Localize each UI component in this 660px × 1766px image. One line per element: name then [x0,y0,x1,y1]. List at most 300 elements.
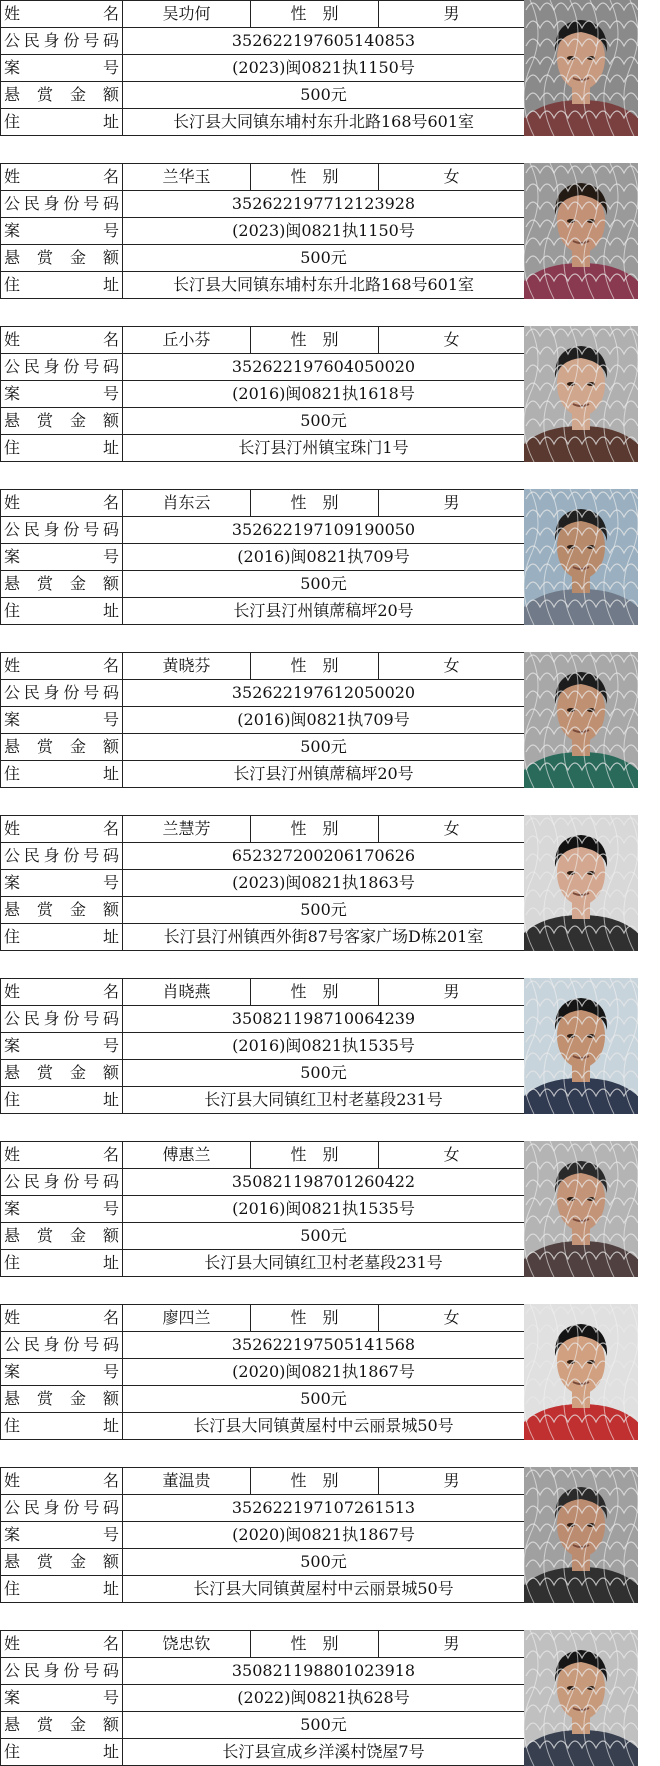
reward-label [1,734,123,761]
reward-label-char: 额 [102,1389,119,1408]
reward-label-char: 悬 [4,411,21,430]
address-value: 长汀县汀州镇西外街87号客家广场D栋201室 [123,924,525,951]
id-number-label [1,680,123,707]
id-number-label-char: 民 [23,1335,40,1354]
name-value: 廖四兰 [123,1305,251,1332]
id-number-value: 350821198701260422 [123,1169,525,1196]
id-number-label-char: 民 [23,1009,40,1028]
id-number-label-char: 号 [83,1335,100,1354]
case-number-label-char: 号 [102,1199,119,1218]
case-number-label [1,218,123,245]
gender-label [251,490,379,517]
name-label [1,490,123,517]
id-number-label-char: 份 [63,1172,80,1191]
reward-label-char: 额 [102,574,119,593]
reward-value: 500元 [123,734,525,761]
portrait-image [524,489,638,625]
reward-label-char: 金 [69,1389,86,1408]
name-label-char: 名 [102,4,119,23]
id-number-label [1,28,123,55]
reward-value: 500元 [123,408,525,435]
reward-label-char: 悬 [4,1063,21,1082]
reward-label [1,897,123,924]
name-label [1,816,123,843]
case-number-label-char: 案 [4,710,21,729]
record-table [0,1630,525,1766]
reward-label-char: 金 [69,85,86,104]
id-number-label-char: 身 [43,194,60,213]
address-label [1,435,123,462]
case-number-label-char: 案 [4,547,21,566]
name-label-char: 姓 [4,4,21,23]
address-label-char: 址 [102,112,119,131]
reward-label-char: 赏 [36,1389,53,1408]
portrait-photo [524,1304,638,1440]
name-label-char: 姓 [4,819,21,838]
gender-value: 女 [379,1305,525,1332]
case-number-label-char: 号 [102,221,119,240]
address-value: 长汀县汀州镇蓆稿坪20号 [123,598,525,625]
gender-value: 男 [379,1468,525,1495]
name-value: 饶忠钦 [123,1631,251,1658]
gender-label-text: 性 别 [290,1471,339,1490]
case-number-value: (2023)闽0821执1150号 [123,55,525,82]
reward-label-char: 金 [69,1715,86,1734]
id-number-label-char: 份 [63,846,80,865]
gender-value: 男 [379,1631,525,1658]
id-number-label-char: 身 [43,683,60,702]
id-number-label [1,354,123,381]
address-value: 长汀县大同镇东埔村东升北路168号601室 [123,272,525,299]
id-number-value: 652327200206170626 [123,843,525,870]
id-number-value: 352622197712123928 [123,191,525,218]
id-number-label-char: 身 [43,1009,60,1028]
record-card [0,652,660,788]
reward-label [1,82,123,109]
address-label [1,761,123,788]
address-value: 长汀县大同镇红卫村老墓段231号 [123,1087,525,1114]
record-card [0,0,660,136]
name-label-char: 姓 [4,1145,21,1164]
record-card [0,1630,660,1766]
reward-label-char: 赏 [36,411,53,430]
id-number-label-char: 号 [83,1009,100,1028]
address-value: 长汀县大同镇东埔村东升北路168号601室 [123,109,525,136]
gender-label [251,1468,379,1495]
name-label-char: 名 [102,1471,119,1490]
portrait-image [524,1467,638,1603]
address-label [1,1576,123,1603]
id-number-label-char: 码 [102,1661,119,1680]
address-label-char: 住 [4,764,21,783]
record-card [0,326,660,462]
address-label [1,924,123,951]
case-number-label [1,55,123,82]
address-label-char: 址 [102,927,119,946]
reward-label-char: 金 [69,411,86,430]
name-label-char: 名 [102,1145,119,1164]
case-number-label [1,381,123,408]
record-table [0,326,525,462]
id-number-label-char: 码 [102,1009,119,1028]
record-table [0,1467,525,1603]
gender-label [251,327,379,354]
id-number-label-char: 码 [102,194,119,213]
id-number-label-char: 份 [63,1661,80,1680]
case-number-value: (2016)闽0821执1618号 [123,381,525,408]
name-label-char: 名 [102,493,119,512]
case-number-label-char: 号 [102,1036,119,1055]
reward-label-char: 赏 [36,900,53,919]
name-label-char: 名 [102,982,119,1001]
gender-value: 女 [379,164,525,191]
gender-label-text: 性 别 [290,167,339,186]
id-number-label-char: 身 [43,357,60,376]
id-number-label-char: 身 [43,1661,60,1680]
reward-label-char: 悬 [4,737,21,756]
id-number-label-char: 民 [23,1498,40,1517]
id-number-label-char: 份 [63,1335,80,1354]
case-number-label [1,1196,123,1223]
id-number-label-char: 份 [63,194,80,213]
case-number-label [1,1685,123,1712]
reward-label-char: 悬 [4,900,21,919]
id-number-label [1,1169,123,1196]
gender-value: 男 [379,1,525,28]
id-number-value: 352622197612050020 [123,680,525,707]
gender-value: 女 [379,653,525,680]
id-number-label-char: 民 [23,520,40,539]
name-value: 肖晓燕 [123,979,251,1006]
name-label-char: 姓 [4,493,21,512]
gender-label-text: 性 别 [290,1308,339,1327]
reward-label-char: 赏 [36,1063,53,1082]
name-label-char: 姓 [4,1308,21,1327]
address-label-char: 址 [102,1416,119,1435]
name-label-char: 姓 [4,656,21,675]
gender-label [251,653,379,680]
case-number-value: (2016)闽0821执1535号 [123,1196,525,1223]
id-number-label-char: 号 [83,31,100,50]
id-number-label-char: 份 [63,1009,80,1028]
address-label [1,272,123,299]
portrait-image [524,652,638,788]
reward-value: 500元 [123,1223,525,1250]
case-number-value: (2022)闽0821执628号 [123,1685,525,1712]
id-number-label-char: 码 [102,357,119,376]
name-label [1,1,123,28]
name-label [1,1468,123,1495]
address-value: 长汀县汀州镇蓆稿坪20号 [123,761,525,788]
address-label-char: 住 [4,438,21,457]
id-number-label-char: 民 [23,194,40,213]
reward-label-char: 赏 [36,1226,53,1245]
name-value: 兰华玉 [123,164,251,191]
reward-label-char: 额 [102,737,119,756]
id-number-label-char: 民 [23,1661,40,1680]
address-label-char: 住 [4,1090,21,1109]
gender-label [251,1305,379,1332]
reward-label-char: 金 [69,1552,86,1571]
reward-value: 500元 [123,1712,525,1739]
case-number-label-char: 号 [102,710,119,729]
reward-value: 500元 [123,245,525,272]
reward-label [1,1712,123,1739]
case-number-label-char: 号 [102,1525,119,1544]
address-value: 长汀县宣成乡洋溪村饶屋7号 [123,1739,525,1766]
case-number-label [1,1359,123,1386]
case-number-value: (2020)闽0821执1867号 [123,1359,525,1386]
id-number-label-char: 码 [102,1498,119,1517]
address-value: 长汀县大同镇黄屋村中云丽景城50号 [123,1576,525,1603]
reward-value: 500元 [123,1549,525,1576]
name-value: 吴功何 [123,1,251,28]
case-number-value: (2020)闽0821执1867号 [123,1522,525,1549]
id-number-label-char: 身 [43,1172,60,1191]
case-number-value: (2016)闽0821执1535号 [123,1033,525,1060]
portrait-photo [524,0,638,136]
case-number-label-char: 案 [4,384,21,403]
reward-label-char: 赏 [36,85,53,104]
id-number-label-char: 份 [63,520,80,539]
record-card [0,163,660,299]
gender-value: 女 [379,816,525,843]
reward-label-char: 悬 [4,1226,21,1245]
case-number-value: (2016)闽0821执709号 [123,544,525,571]
reward-label [1,1549,123,1576]
id-number-value: 352622197109190050 [123,517,525,544]
id-number-label-char: 份 [63,31,80,50]
record-card [0,1304,660,1440]
reward-label-char: 额 [102,248,119,267]
id-number-label-char: 民 [23,683,40,702]
id-number-label-char: 公 [4,683,21,702]
id-number-label-char: 公 [4,1498,21,1517]
gender-value: 男 [379,979,525,1006]
record-table [0,815,525,951]
record-card [0,1467,660,1603]
case-number-label-char: 案 [4,1688,21,1707]
address-label-char: 址 [102,764,119,783]
case-number-label-char: 号 [102,1688,119,1707]
portrait-photo [524,1467,638,1603]
id-number-label-char: 民 [23,31,40,50]
id-number-label-char: 码 [102,683,119,702]
id-number-value: 350821198801023918 [123,1658,525,1685]
reward-label-char: 额 [102,85,119,104]
portrait-image [524,978,638,1114]
case-number-value: (2023)闽0821执1863号 [123,870,525,897]
id-number-label-char: 号 [83,194,100,213]
record-table [0,163,525,299]
reward-label-char: 金 [69,1063,86,1082]
name-label [1,979,123,1006]
reward-label-char: 赏 [36,1552,53,1571]
id-number-label-char: 公 [4,1335,21,1354]
portrait-photo [524,978,638,1114]
name-label-char: 姓 [4,1634,21,1653]
address-label-char: 住 [4,275,21,294]
id-number-label-char: 身 [43,1335,60,1354]
reward-label-char: 悬 [4,1552,21,1571]
name-value: 兰慧芳 [123,816,251,843]
reward-label-char: 额 [102,411,119,430]
id-number-value: 350821198710064239 [123,1006,525,1033]
name-label-char: 名 [102,1308,119,1327]
name-label [1,327,123,354]
name-value: 丘小芬 [123,327,251,354]
reward-label-char: 悬 [4,248,21,267]
reward-label-char: 金 [69,900,86,919]
reward-value: 500元 [123,1386,525,1413]
id-number-label-char: 公 [4,1009,21,1028]
case-number-label-char: 号 [102,58,119,77]
reward-label-char: 额 [102,1715,119,1734]
case-number-label-char: 案 [4,58,21,77]
gender-label [251,164,379,191]
record-table [0,1141,525,1277]
gender-label-text: 性 别 [290,819,339,838]
address-value: 长汀县大同镇红卫村老墓段231号 [123,1250,525,1277]
portrait-image [524,815,638,951]
id-number-label-char: 民 [23,357,40,376]
id-number-label-char: 身 [43,846,60,865]
id-number-label [1,1658,123,1685]
address-label-char: 住 [4,1253,21,1272]
address-label-char: 住 [4,1579,21,1598]
id-number-label-char: 号 [83,1498,100,1517]
address-label [1,1739,123,1766]
reward-label [1,245,123,272]
name-label-char: 名 [102,656,119,675]
address-label-char: 址 [102,1090,119,1109]
reward-label-char: 赏 [36,1715,53,1734]
record-card [0,1141,660,1277]
gender-label-text: 性 别 [290,1634,339,1653]
case-number-label [1,870,123,897]
name-label-char: 姓 [4,330,21,349]
gender-label [251,979,379,1006]
name-label-char: 姓 [4,167,21,186]
address-label [1,598,123,625]
portrait-image [524,1304,638,1440]
gender-value: 女 [379,327,525,354]
case-number-label-char: 号 [102,873,119,892]
gender-label [251,1142,379,1169]
id-number-label-char: 号 [83,520,100,539]
name-value: 黄晓芬 [123,653,251,680]
id-number-label-char: 号 [83,1661,100,1680]
reward-label [1,1060,123,1087]
id-number-label-char: 份 [63,1498,80,1517]
id-number-label-char: 码 [102,1172,119,1191]
record-table [0,652,525,788]
case-number-label-char: 案 [4,1199,21,1218]
name-label-char: 姓 [4,982,21,1001]
record-table [0,0,525,136]
name-label [1,164,123,191]
id-number-label-char: 公 [4,357,21,376]
portrait-photo [524,489,638,625]
id-number-label-char: 公 [4,1172,21,1191]
reward-label [1,1223,123,1250]
reward-value: 500元 [123,571,525,598]
case-number-label-char: 号 [102,384,119,403]
id-number-label [1,843,123,870]
gender-value: 男 [379,490,525,517]
address-label [1,109,123,136]
record-card [0,489,660,625]
id-number-label-char: 号 [83,683,100,702]
id-number-label-char: 身 [43,31,60,50]
name-label-char: 名 [102,819,119,838]
portrait-photo [524,326,638,462]
name-label-char: 名 [102,1634,119,1653]
gender-label [251,1,379,28]
portrait-photo [524,815,638,951]
record-card [0,978,660,1114]
reward-label [1,571,123,598]
name-label-char: 名 [102,330,119,349]
id-number-label-char: 民 [23,1172,40,1191]
reward-label-char: 额 [102,1063,119,1082]
gender-label-text: 性 别 [290,656,339,675]
id-number-label-char: 公 [4,194,21,213]
case-number-label-char: 号 [102,547,119,566]
reward-label-char: 赏 [36,737,53,756]
record-table [0,978,525,1114]
address-label [1,1413,123,1440]
reward-label-char: 金 [69,574,86,593]
gender-value: 女 [379,1142,525,1169]
record-table [0,1304,525,1440]
portrait-image [524,1141,638,1277]
id-number-label-char: 民 [23,846,40,865]
case-number-label-char: 号 [102,1362,119,1381]
id-number-label-char: 码 [102,520,119,539]
id-number-value: 352622197107261513 [123,1495,525,1522]
case-number-label-char: 案 [4,1036,21,1055]
id-number-label-char: 身 [43,520,60,539]
address-label-char: 址 [102,275,119,294]
name-value: 肖东云 [123,490,251,517]
gender-label-text: 性 别 [290,1145,339,1164]
name-value: 傅惠兰 [123,1142,251,1169]
address-value: 长汀县汀州镇宝珠门1号 [123,435,525,462]
reward-label-char: 金 [69,248,86,267]
portrait-photo [524,1630,638,1766]
case-number-label-char: 案 [4,1362,21,1381]
name-label [1,1305,123,1332]
address-label [1,1250,123,1277]
case-number-label-char: 案 [4,873,21,892]
record-table [0,489,525,625]
case-number-label-char: 案 [4,221,21,240]
case-number-label [1,1522,123,1549]
portrait-image [524,163,638,299]
address-label-char: 址 [102,1253,119,1272]
id-number-label-char: 号 [83,1172,100,1191]
gender-label-text: 性 别 [290,330,339,349]
reward-label-char: 额 [102,1226,119,1245]
id-number-label-char: 公 [4,1661,21,1680]
reward-label [1,408,123,435]
id-number-value: 352622197505141568 [123,1332,525,1359]
case-number-label [1,544,123,571]
address-label-char: 住 [4,601,21,620]
portrait-image [524,1630,638,1766]
case-number-label [1,1033,123,1060]
